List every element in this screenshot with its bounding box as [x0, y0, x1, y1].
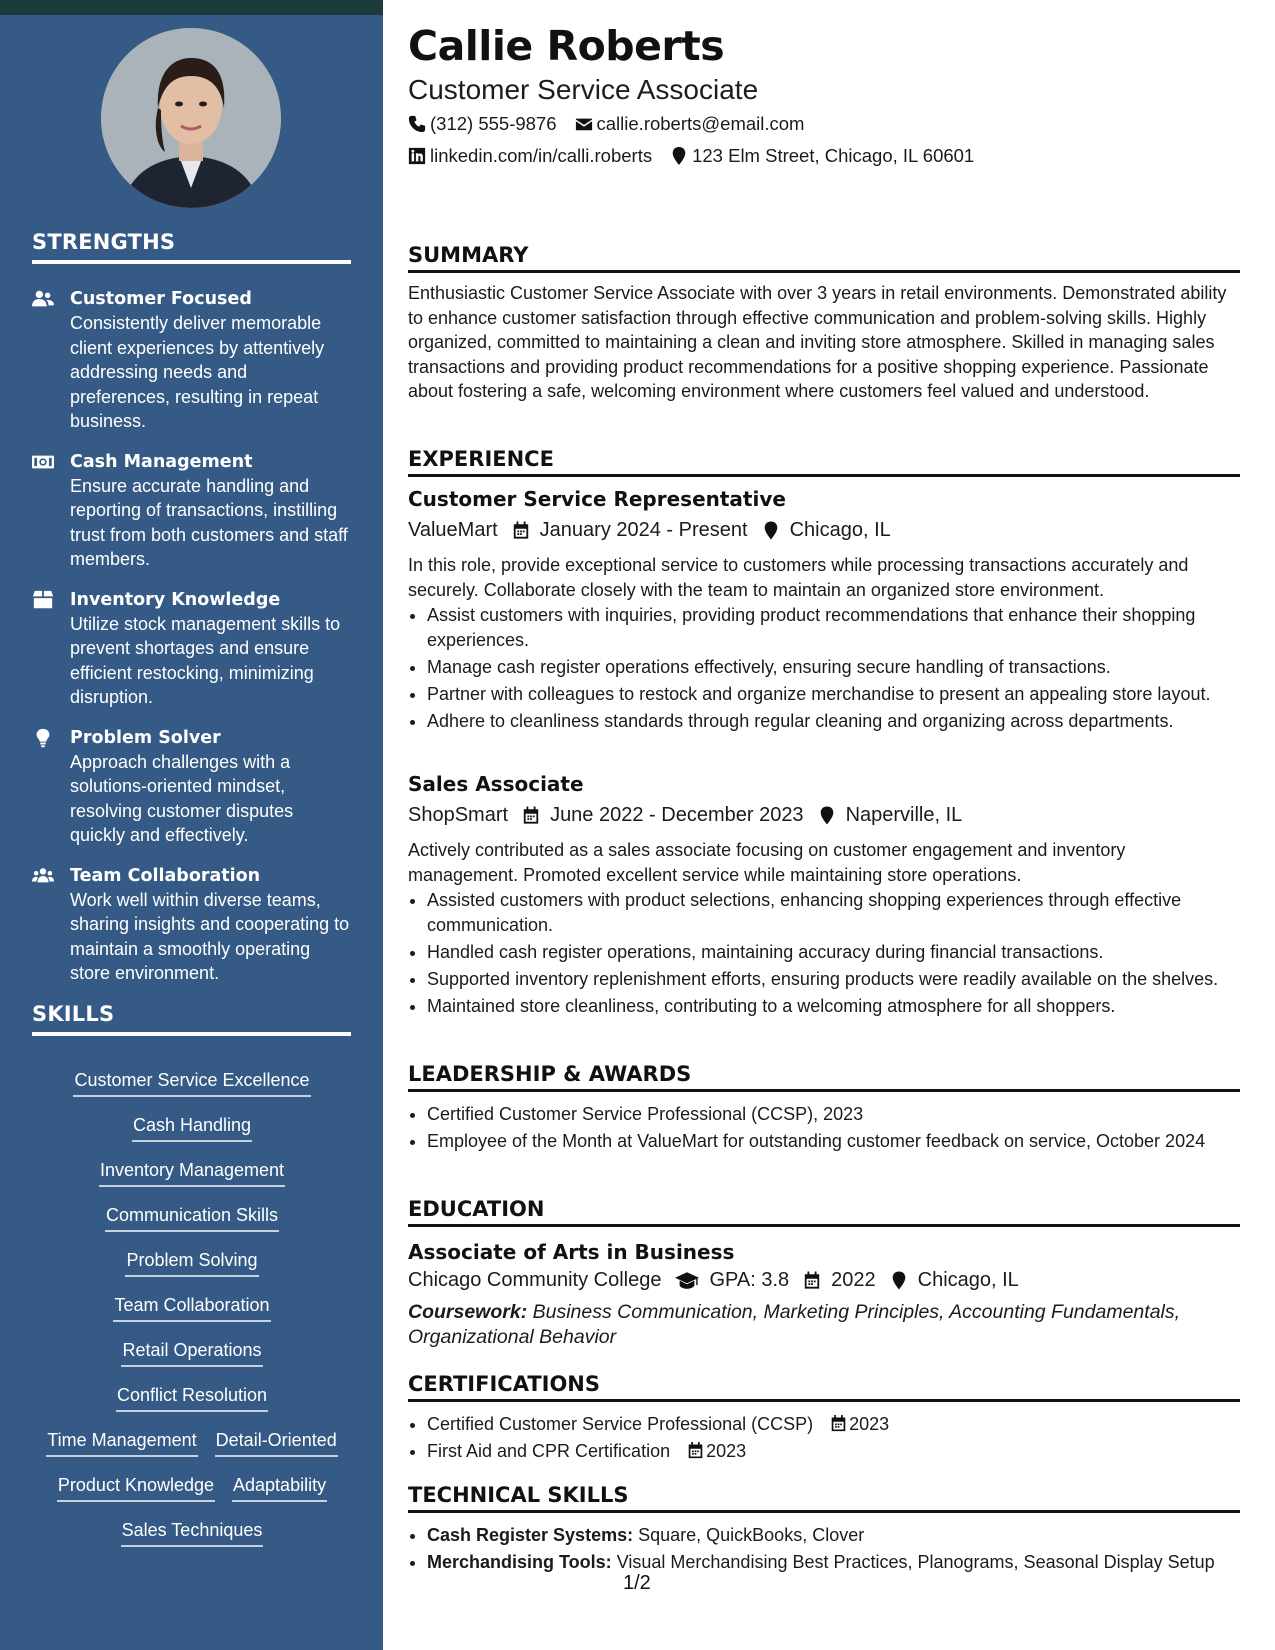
users-icon — [32, 287, 70, 311]
avatar — [101, 28, 281, 208]
job-description: In this role, provide exceptional service to customers while processing transactions accurately and securely. Collaborate closely with the team to maintain an organized store environment. — [408, 555, 1189, 600]
job-company: ShopSmart — [408, 804, 509, 826]
education-location: Chicago, IL — [917, 1269, 1019, 1291]
education-coursework — [408, 1300, 1240, 1349]
linkedin-contact[interactable] — [408, 145, 652, 167]
list-item — [427, 1523, 1259, 1548]
tech-value: Square, QuickBooks, Clover — [638, 1525, 865, 1545]
certification-year: 2023 — [849, 1414, 890, 1434]
list-item: • Manage cash register operations effectively, ensuring secure handling of transactions. — [427, 655, 1259, 680]
address-contact — [670, 145, 974, 167]
technical-heading: TECHNICAL SKILLS — [408, 1483, 1240, 1513]
strengths-list — [32, 287, 352, 1002]
strength-title: Inventory Knowledge — [70, 589, 281, 610]
job-dates: January 2024 - Present — [539, 519, 748, 541]
skill-tag: Inventory Management — [99, 1158, 285, 1187]
job-dates: June 2022 - December 2023 — [550, 804, 804, 826]
calendar-icon — [803, 1271, 821, 1290]
job-title: Customer Service Representative — [408, 487, 786, 511]
tech-value: Visual Merchandising Best Practices, Planograms, Seasonal Display Setup — [616, 1552, 1215, 1572]
strength-title: Cash Management — [70, 451, 253, 472]
education-gpa: GPA: 3.8 — [709, 1269, 790, 1291]
graduation-cap-icon — [675, 1271, 699, 1290]
calendar-icon — [522, 806, 540, 825]
education-degree: Associate of Arts in Business — [408, 1240, 735, 1264]
job-bullets — [408, 603, 1259, 736]
skills-heading: SKILLS — [32, 1002, 351, 1036]
experience-heading: EXPERIENCE — [408, 447, 1240, 477]
lightbulb-icon — [32, 726, 70, 750]
list-item — [427, 1412, 1259, 1437]
strength-title: Customer Focused — [70, 289, 252, 309]
contact-row-1 — [408, 113, 822, 135]
map-pin-icon — [670, 147, 688, 165]
skill-tag: Communication Skills — [105, 1203, 279, 1232]
skill-tag: Conflict Resolution — [116, 1383, 268, 1412]
leadership-list — [408, 1102, 1259, 1156]
calendar-icon — [512, 521, 530, 540]
strength-item — [32, 588, 352, 710]
top-accent-stripe — [0, 0, 383, 15]
job-location: Chicago, IL — [789, 519, 891, 541]
strength-desc: Ensure accurate handling and reporting of transactions, instilling trust from both customers and staff members. — [70, 475, 348, 569]
linkedin-icon — [408, 147, 426, 165]
certifications-heading: CERTIFICATIONS — [408, 1372, 1240, 1402]
list-item: • Handled cash register operations, maintaining accuracy during financial transactions. — [427, 940, 1259, 965]
tech-label: Cash Register Systems: — [427, 1525, 634, 1545]
calendar-icon — [830, 1415, 847, 1432]
certification-name: Certified Customer Service Professional (CCSP) — [427, 1414, 814, 1434]
strengths-heading: STRENGTHS — [32, 230, 351, 264]
job-title: Sales Associate — [408, 772, 584, 796]
strength-desc: Approach challenges with a solutions-oriented mindset, resolving customer disputes quickly and effectively. — [70, 751, 294, 845]
phone-contact — [408, 113, 557, 135]
list-item: • Assist customers with inquiries, providing product recommendations that enhance their shopping experiences. — [427, 603, 1259, 652]
strength-item — [32, 864, 352, 986]
strength-item — [32, 450, 352, 572]
strength-item — [32, 287, 352, 434]
job-meta — [408, 804, 962, 827]
candidate-name: Callie Roberts — [408, 22, 725, 70]
skill-tag: Adaptability — [232, 1473, 327, 1502]
strength-desc: Utilize stock management skills to prevent shortages and ensure efficient restocking, minimizing disruption. — [70, 613, 341, 707]
map-pin-icon — [818, 806, 836, 825]
skill-tag: Problem Solving — [125, 1248, 258, 1277]
skill-tag: Time Management — [46, 1428, 197, 1457]
profile-photo — [101, 28, 281, 208]
skill-tag: Customer Service Excellence — [73, 1068, 310, 1097]
skill-tag: Cash Handling — [132, 1113, 252, 1142]
envelope-icon — [575, 115, 593, 133]
page-number: 1/2 — [623, 1572, 651, 1594]
list-item — [427, 1550, 1259, 1575]
list-item: • Maintained store cleanliness, contributing to a welcoming atmosphere for all shoppers. — [427, 994, 1259, 1019]
education-school: Chicago Community College — [408, 1269, 662, 1291]
education-year: 2022 — [831, 1269, 876, 1291]
linkedin-text[interactable]: linkedin.com/in/calli.roberts — [430, 145, 653, 166]
job-company: ValueMart — [408, 519, 498, 541]
box-icon — [32, 588, 70, 612]
technical-list — [408, 1523, 1259, 1577]
certification-year: 2023 — [706, 1441, 747, 1461]
list-item: • Adhere to cleanliness standards through regular cleaning and organizing across departments. — [427, 709, 1259, 734]
email-text[interactable]: callie.roberts@email.com — [596, 113, 805, 134]
job-meta — [408, 519, 891, 542]
address-text: 123 Elm Street, Chicago, IL 60601 — [692, 145, 975, 166]
email-contact[interactable] — [575, 113, 805, 135]
strength-item — [32, 726, 352, 848]
phone-text: (312) 555-9876 — [430, 113, 557, 134]
list-item: • Supported inventory replenishment efforts, ensuring products were readily available on the shelves. — [427, 967, 1259, 992]
job-bullets — [408, 888, 1259, 1021]
money-bill-icon — [32, 450, 70, 474]
job-description: Actively contributed as a sales associate focusing on customer engagement and inventory management. Promoted excellent service while maintaining store operations. — [408, 840, 1126, 885]
map-pin-icon — [762, 521, 780, 540]
summary-heading: SUMMARY — [408, 243, 1240, 273]
education-meta — [408, 1269, 1019, 1292]
contact-row-2 — [408, 145, 992, 167]
strength-desc: Consistently deliver memorable client experiences by attentively addressing needs and preferences, resulting in repeat business. — [70, 313, 325, 431]
skill-tag: Detail-Oriented — [215, 1428, 338, 1457]
list-item: • Partner with colleagues to restock and organize merchandise to present an appealing store layout. — [427, 682, 1259, 707]
list-item: • Employee of the Month at ValueMart for outstanding customer feedback on service, October 2024 — [427, 1129, 1259, 1154]
summary-text: Enthusiastic Customer Service Associate with over 3 years in retail environments. Demonstrated ability to enhance customer satisfaction through effective communication and problem-solving skills. Highly organized, committed to maintaining a clean and inviting store atmosphere. Skilled in managing sales transactions and providing product recommendations for a positive shopping experience. Passionate about fostering a safe, welcoming environment where customers feel valued and understood. — [408, 283, 1227, 401]
leadership-heading: LEADERSHIP & AWARDS — [408, 1062, 1240, 1092]
skill-tag: Product Knowledge — [57, 1473, 215, 1502]
certifications-list — [408, 1412, 1259, 1466]
skills-list — [32, 1068, 352, 1563]
strength-title: Team Collaboration — [70, 865, 261, 886]
team-icon — [32, 864, 70, 888]
map-pin-icon — [890, 1271, 908, 1290]
strength-desc: Work well within diverse teams, sharing insights and cooperating to maintain a smoothly operating store environment. — [70, 889, 350, 983]
skill-tag: Sales Techniques — [121, 1518, 264, 1547]
job-location: Naperville, IL — [845, 804, 963, 826]
skill-tag: Retail Operations — [121, 1338, 262, 1367]
education-heading: EDUCATION — [408, 1197, 1240, 1227]
list-item: • Assisted customers with product selections, enhancing shopping experiences through effective communication. — [427, 888, 1259, 937]
certification-name: First Aid and CPR Certification — [427, 1441, 671, 1461]
sidebar — [0, 15, 383, 1650]
coursework-text: Business Communication, Marketing Principles, Accounting Fundamentals, Organizational Behavior — [408, 1301, 1181, 1348]
calendar-icon — [687, 1442, 704, 1459]
phone-icon — [408, 115, 426, 133]
coursework-label: Coursework: — [408, 1301, 528, 1323]
skill-tag: Team Collaboration — [113, 1293, 270, 1322]
list-item: • Certified Customer Service Professional (CCSP), 2023 — [427, 1102, 1259, 1127]
list-item — [427, 1439, 1259, 1464]
strength-title: Problem Solver — [70, 727, 221, 748]
tech-label: Merchandising Tools: — [427, 1552, 612, 1572]
candidate-title: Customer Service Associate — [408, 74, 759, 105]
